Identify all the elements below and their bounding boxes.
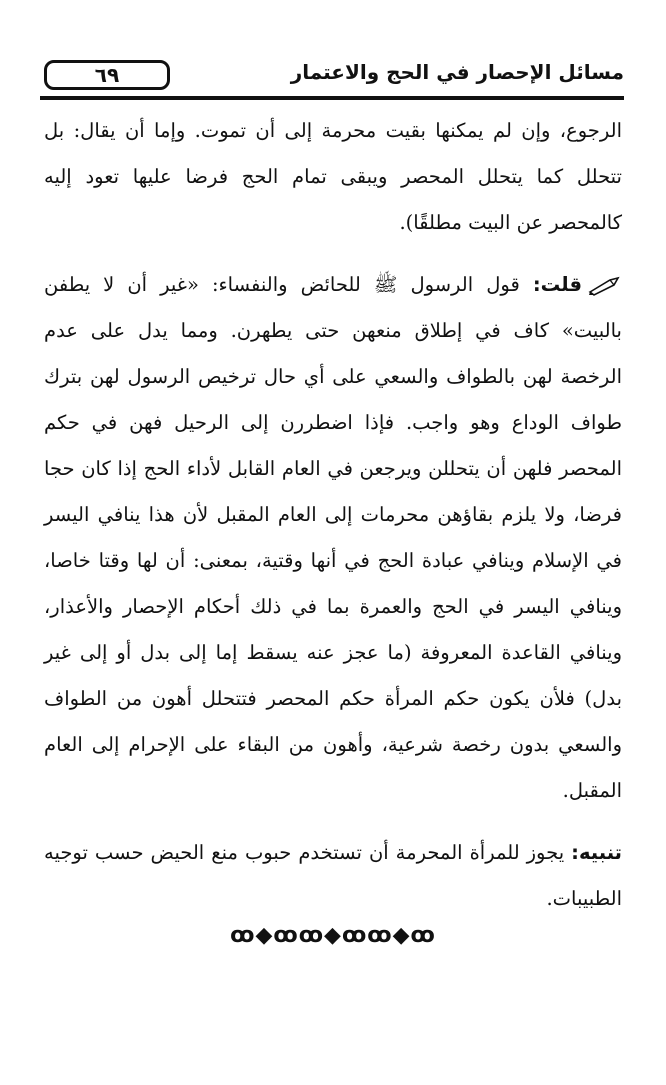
note-lead-qultu: قلت: <box>532 273 582 296</box>
running-title: مسائل الإحصار في الحج والاعتمار <box>290 60 624 84</box>
paragraph-gap <box>44 246 622 262</box>
paragraph-2-body: قول الرسول ﷺ للحائض والنفساء: «غير أن لا يطفن بالبيت» كاف في إطلاق منعهن حتى يطهرن. ومما يدل على عدم الرخصة لهن بالطواف والسعي على أي حال ترخيص الرسول لهن بترك طواف الوداع وهو واجب. فإذا اضطررن إلى الرحيل فهن في حكم المحصر فلهن أن يتحللن ويرجعن في العام القابل لأداء الحج إذا كان حجا فرضا، ولا يلزم بقاؤهن محرمات إلى العام المقبل لأن هذا ينافي اليسر في الإسلام وينافي عبادة الحج في أنها وقتية، بمعنى: أن لها وقتا خاصا، وينافي اليسر في الحج والعمرة بما في ذلك أحكام الإحصار والأعذار، وينافي القاعدة المعروفة (ما عجز عنه يسقط إما إلى بدل أو إلى غير بدل) فلأن يكون حكم المرأة حكم المحصر فتتحلل أهون من الطواف والسعي بدون رخصة شرعية، وأهون من البقاء على الإحرام إلى العام المقبل. <box>44 273 622 802</box>
paragraph-2 <box>44 262 622 814</box>
pen-icon <box>588 276 622 296</box>
paragraph-gap <box>44 814 622 830</box>
note-lead-tanbih: تنبيه: <box>571 841 622 864</box>
paragraph-3 <box>44 830 622 922</box>
header-rule <box>40 96 624 100</box>
page-number: ٦٩ <box>44 60 170 90</box>
page-header <box>40 58 624 98</box>
paragraph-3-body: يجوز للمرأة المحرمة أن تستخدم حبوب منع الحيض حسب توجيه الطبيبات. <box>44 841 622 910</box>
paragraph-1: الرجوع، وإن لم يمكنها بقيت محرمة إلى أن تموت. وإما أن يقال: بل تتحلل كما يتحلل المحصر ويبقى تمام الحج فرضا عليها تعود إليه كالمحصر عن البيت مطلقًا). <box>44 119 622 234</box>
section-end-ornament: ꝏ◆ꝏꝏ◆ꝏꝏ◆ꝏ <box>230 923 436 948</box>
body-text <box>44 108 622 922</box>
